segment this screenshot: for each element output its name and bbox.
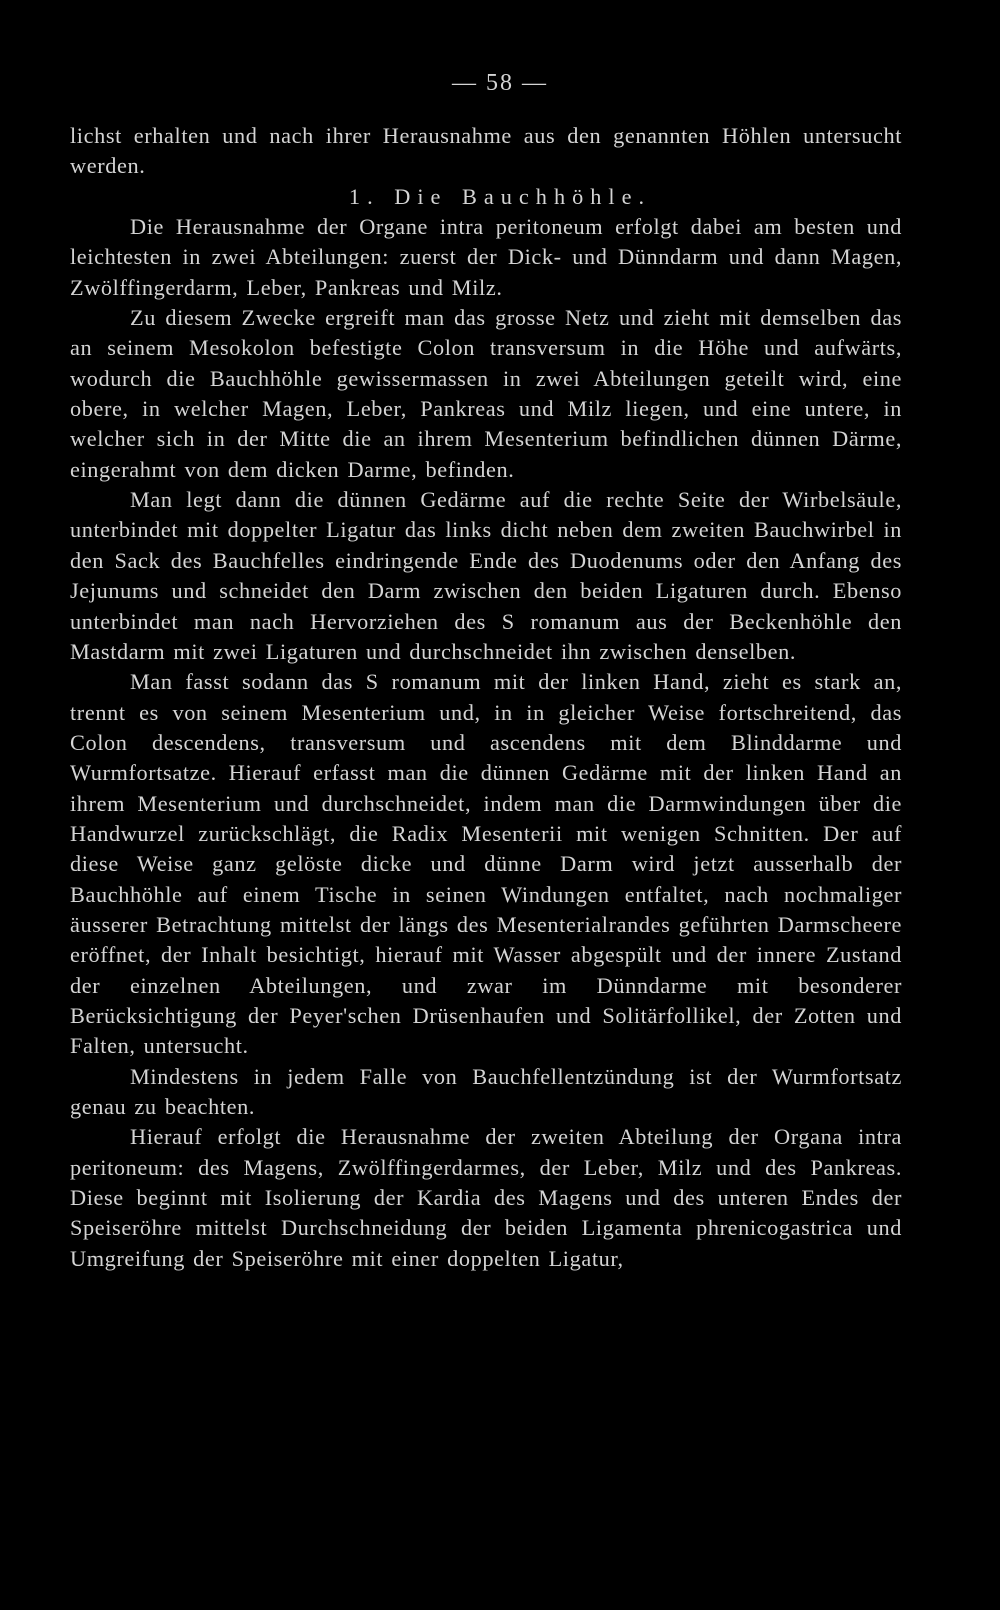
paragraph-continued: lichst erhalten und nach ihrer Herausnahme aus den genannten Höhlen untersucht werden. xyxy=(70,123,902,179)
paragraph: Die Herausnahme der Organe intra peritoneum erfolgt dabei am besten und leichtesten in zwei Abteilungen: zuerst der Dick- und Dünndarm und dann Magen, Zwölffingerdarm, Leber, Pankreas und Milz. xyxy=(70,214,902,300)
paragraph: Man legt dann die dünnen Gedärme auf die rechte Seite der Wirbelsäule, unterbindet mit doppelter Ligatur das links dicht neben dem zweiten Bauchwirbel in den Sack des Bauchfelles eindringende Ende des Duodenums oder den Anfang des Jejunums und schneidet den Darm zwischen den beiden Ligaturen durch. Ebenso unterbindet man nach Hervorziehen des S romanum aus der Beckenhöhle den Mastdarm mit zwei Ligaturen und durchschneidet ihn zwischen denselben. xyxy=(70,487,902,664)
paragraph: Zu diesem Zwecke ergreift man das grosse Netz und zieht mit demselben das an seinem Mesokolon befestigte Colon transversum in die Höhe und aufwärts, wodurch die Bauchhöhle gewissermassen in zwei Abteilungen geteilt wird, eine obere, in welcher Magen, Leber, Pankreas und Milz liegen, und eine untere, in welcher sich in der Mitte die an ihrem Mesenterium befindlichen dünnen Därme, eingerahmt von dem dicken Darme, befinden. xyxy=(70,305,902,482)
paragraph: Hierauf erfolgt die Herausnahme der zweiten Abteilung der Organa intra peritoneum: des Magens, Zwölffingerdarmes, der Leber, Milz und des Pankreas. Diese beginnt mit Isolierung der Kardia des Magens und des unteren Endes der Speiseröhre mittelst Durchschneidung der beiden Ligamenta phrenicogastrica und Umgreifung der Speiseröhre mit einer doppelten Ligatur, xyxy=(70,1124,902,1271)
body-text xyxy=(70,121,902,1274)
section-heading: 1. Die Bauchhöhle. xyxy=(348,183,652,209)
page-number: — 58 — xyxy=(452,70,548,96)
paragraph: Mindestens in jedem Falle von Bauchfellentzündung ist der Wurmfortsatz genau zu beachten. xyxy=(70,1063,902,1119)
paragraph: Man fasst sodann das S romanum mit der linken Hand, zieht es stark an, trennt es von seinem Mesenterium und, in in gleicher Weise fortschreitend, das Colon descendens, transversum und ascendens mit dem Blinddarme und Wurmfortsatze. Hierauf erfasst man die dünnen Gedärme mit der linken Hand an ihrem Mesenterium und durchschneidet, indem man die Darmwindungen über die Handwurzel zurückschlägt, die Radix Mesenterii mit wenigen Schnitten. Der auf diese Weise ganz gelöste dicke und dünne Darm wird jetzt ausserhalb der Bauchhöhle auf einem Tische in seinen Windungen entfaltet, nach nochmaliger äusserer Betrachtung mittelst der längs des Mesenterialrandes geführten Darmscheere eröffnet, der Inhalt besichtigt, hierauf mit Wasser abgespült und der innere Zustand der einzelnen Abteilungen, und zwar im Dünndarme mit besonderer Berücksichtigung der Peyer'schen Drüsenhaufen und Solitärfollikel, der Zotten und Falten, untersucht. xyxy=(70,669,902,1059)
